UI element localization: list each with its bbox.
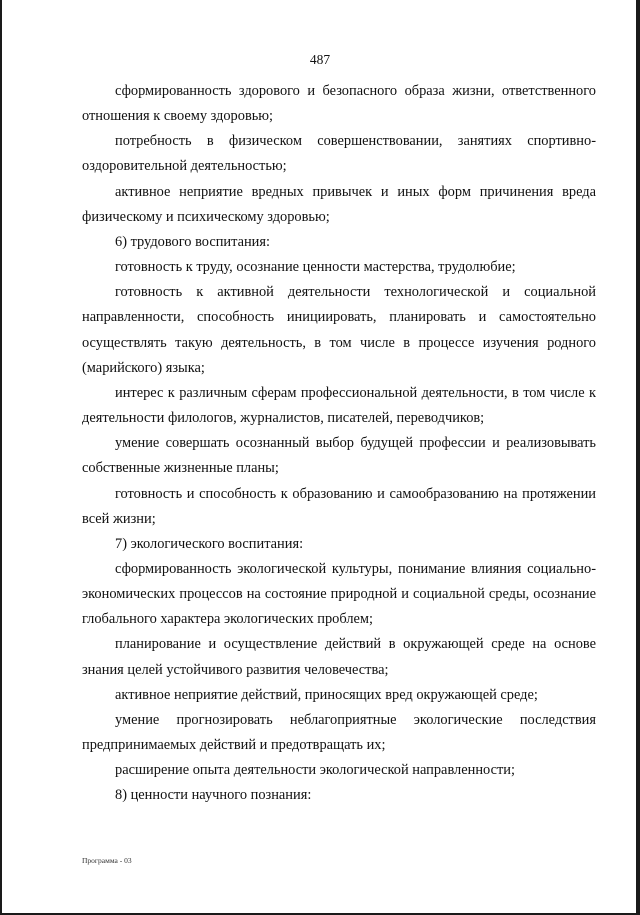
section-heading-labor-education: 6) трудового воспитания: [115,233,271,250]
paragraph-career-choice: умение совершать осознанный выбор будущей профессии и реализовывать собственные жизненные планы; [82,435,596,477]
paragraph-rejection-harm: активное неприятие действий, приносящих вред окружающей среде; [115,686,538,703]
paragraph-active-activity: готовность к активной деятельности технологической и социальной направленности, способность инициировать, планировать и самостоятельно осуществлять такую деятельность, в том числе в процессе изучения родного (марийского) языка; [82,284,596,376]
paragraph-ecological-culture: сформированность экологической культуры, понимание влияния социально-экономических процессов на состояние природной и социальной среды, осознание глобального характера экологических проблем; [82,560,596,628]
paragraph-physical-improvement: потребность в физическом совершенствовании, занятиях спортивно-оздоровительной деятельностью; [82,133,596,175]
paragraph-healthy-lifestyle: сформированность здорового и безопасного образа жизни, ответственного отношения к своему здоровью; [82,83,596,125]
paragraph-readiness-for-work: готовность к труду, осознание ценности мастерства, трудолюбие; [115,259,516,276]
section-heading-scientific-knowledge: 8) ценности научного познания: [115,787,312,804]
scan-border-left [0,0,2,915]
paragraph-ecological-experience: расширение опыта деятельности экологической направленности; [115,762,515,779]
section-heading-ecological-education: 7) экологического воспитания: [115,535,304,552]
scan-border-right [636,0,640,915]
paragraph-professional-interest: интерес к различным сферам профессиональной деятельности, в том числе к деятельности филологов, журналистов, писателей, переводчиков; [82,384,596,427]
paragraph-planning-actions: планирование и осуществление действий в окружающей среде на основе знания целей устойчивого развития человечества; [82,636,596,678]
page-number: 487 [309,52,331,67]
paragraph-rejection-bad-habits: активное неприятие вредных привычек и иных форм причинения вреда физическому и психическому здоровью; [82,183,596,225]
paragraph-lifelong-learning: готовность и способность к образованию и самообразованию на протяжении всей жизни; [82,485,596,527]
paragraph-forecasting-consequences: умение прогнозировать неблагоприятные экологические последствия предпринимаемых действий и предотвращать их; [82,711,596,754]
document-body [82,79,596,809]
footer-program-label: Программа - 03 [82,856,132,865]
